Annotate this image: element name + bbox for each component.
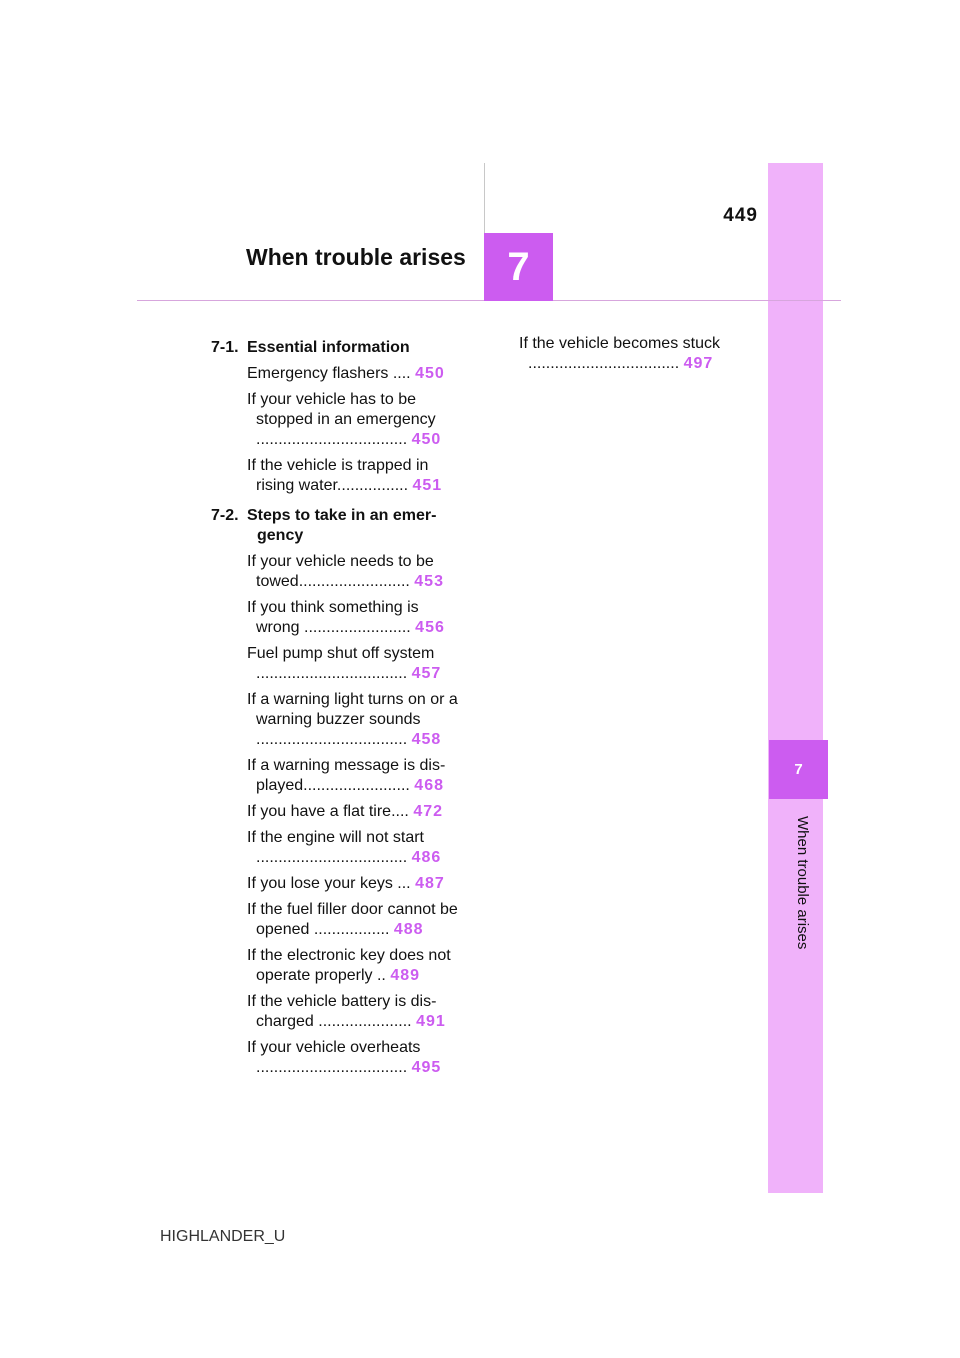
entry-page[interactable]: 487 xyxy=(415,875,445,892)
toc-entry[interactable] xyxy=(247,874,461,894)
entry-page[interactable]: 451 xyxy=(412,477,443,494)
entry-text: If a warning message is dis-played........................ xyxy=(247,757,446,794)
entry-text: If the fuel filler door cannot be opened ................. xyxy=(247,901,458,938)
toc-entry[interactable] xyxy=(247,828,461,868)
toc-entry[interactable] xyxy=(247,900,461,940)
chapter-title: When trouble arises xyxy=(246,244,466,270)
entry-page[interactable]: 468 xyxy=(414,777,444,794)
entry-text: Emergency flashers .... xyxy=(247,365,411,382)
toc-entry[interactable] xyxy=(247,756,461,796)
chapter-number-box: 7 xyxy=(484,233,553,301)
entry-text: If a warning light turns on or a warning buzzer sounds .................................. xyxy=(247,691,458,748)
entry-page[interactable]: 458 xyxy=(411,731,442,748)
entry-page[interactable]: 497 xyxy=(683,355,714,372)
toc-entry[interactable] xyxy=(247,598,461,638)
entry-page[interactable]: 450 xyxy=(411,431,442,448)
toc-entry[interactable] xyxy=(519,334,739,374)
toc-entry[interactable] xyxy=(247,992,461,1032)
toc-entry[interactable] xyxy=(247,552,461,592)
section-title: Steps to take in an emer-gency xyxy=(247,507,437,544)
entry-text: If the vehicle becomes stuck .................................. xyxy=(519,335,720,372)
entry-text: If the engine will not start .................................. xyxy=(247,829,424,866)
entry-text: If your vehicle has to be stopped in an emergency .................................. xyxy=(247,391,436,448)
entry-text: Fuel pump shut off system .................................. xyxy=(247,645,435,682)
toc-entry[interactable] xyxy=(247,644,461,684)
entry-text: If you lose your keys ... xyxy=(247,875,411,892)
entry-page[interactable]: 488 xyxy=(393,921,424,938)
toc-entry[interactable] xyxy=(247,690,461,750)
entry-text: If your vehicle needs to be towed......................... xyxy=(247,553,434,590)
entry-page[interactable]: 491 xyxy=(416,1013,446,1030)
entry-page[interactable]: 495 xyxy=(411,1059,442,1076)
toc-column-1 xyxy=(211,338,461,1078)
toc-entry[interactable] xyxy=(247,364,461,384)
side-chapter-label: When trouble arises xyxy=(794,816,811,950)
entry-text: If the electronic key does not operate properly .. xyxy=(247,947,451,984)
toc-entry[interactable] xyxy=(247,802,461,822)
entry-text: If the vehicle battery is dis-charged ..................... xyxy=(247,993,437,1030)
entry-page[interactable]: 453 xyxy=(414,573,444,590)
entry-text: If your vehicle overheats .................................. xyxy=(247,1039,421,1076)
side-tab xyxy=(768,163,823,1193)
toc-section xyxy=(211,506,461,546)
entry-page[interactable]: 486 xyxy=(411,849,442,866)
entry-text: If you have a flat tire.... xyxy=(247,803,409,820)
entry-page[interactable]: 456 xyxy=(415,619,445,636)
toc-entry[interactable] xyxy=(247,456,461,496)
entry-page[interactable]: 472 xyxy=(413,803,444,820)
entry-text: If the vehicle is trapped in rising water................ xyxy=(247,457,429,494)
side-chapter-number: 7 xyxy=(769,740,828,799)
section-number: 7-1. xyxy=(211,339,239,356)
section-number: 7-2. xyxy=(211,507,239,524)
toc-section xyxy=(211,338,461,358)
entry-text: If you think something is wrong ........................ xyxy=(247,599,419,636)
toc-entry[interactable] xyxy=(247,946,461,986)
footer-model: HIGHLANDER_U xyxy=(160,1228,286,1245)
entry-page[interactable]: 489 xyxy=(390,967,421,984)
toc-entry[interactable] xyxy=(247,1038,461,1078)
page-number: 449 xyxy=(723,205,758,226)
header-divider-vertical xyxy=(484,163,485,233)
entry-page[interactable]: 457 xyxy=(411,665,442,682)
entry-page[interactable]: 450 xyxy=(415,365,445,382)
toc-column-2 xyxy=(519,334,739,374)
toc-entry[interactable] xyxy=(247,390,461,450)
section-title: Essential information xyxy=(247,339,410,356)
